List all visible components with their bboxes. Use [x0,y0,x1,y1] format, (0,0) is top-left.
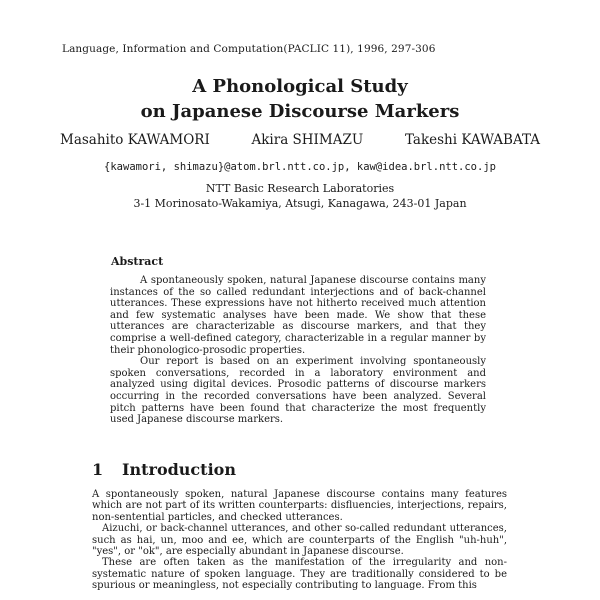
abstract-body [110,275,486,426]
section-heading [92,460,236,479]
title-line-1: A Phonological Study [192,76,408,97]
abstract-paragraph: A spontaneously spoken, natural Japanese discourse contains many instances of the so called redundant interjections and of back-channel utterances. These expressions have not hitherto received much attention and few systematic analyses have been made. We show that these utterances are characterizable as discourse markers, and that they comprise a well-defined category, characterizable in a regular manner by their phonologico-prosodic properties. [110,275,486,356]
paper-title [0,74,600,124]
author-name: Takeshi KAWABATA [404,132,540,148]
section-title: Introduction [122,460,236,479]
author-list [60,132,540,148]
abstract-heading: Abstract [111,255,164,268]
section-body [92,489,507,592]
abstract-paragraph: Our report is based on an experiment involving spontaneously spoken conversations, recorded in a laboratory environment and analyzed using digital devices. Prosodic patterns of discourse markers occurring in the recorded conversations have been analyzed. Several pitch patterns have been found that characterize the most frequently used Japanese discourse markers. [110,356,486,426]
author-name: Akira SHIMAZU [251,132,364,148]
author-name: Masahito KAWAMORI [60,132,210,148]
body-paragraph: Aizuchi, or back-channel utterances, and other so-called redundant utterances, such as hai, un, moo and ee, which are counterparts of the English "uh-huh", "yes", or "ok", are especially abundant in Japanese discourse. [92,523,507,558]
author-emails: {kawamori, shimazu}@atom.brl.ntt.co.jp, kaw@idea.brl.ntt.co.jp [104,161,496,173]
body-paragraph: These are often taken as the manifestation of the irregularity and non-systematic nature of spoken language. They are traditionally considered to be spurious or meaningless, not especially contributing to language. From this [92,557,507,592]
affiliation-name: NTT Basic Research Laboratories [205,182,395,195]
affiliation-address: 3-1 Morinosato-Wakamiya, Atsugi, Kanagawa, 243-01 Japan [133,197,467,210]
section-number: 1 [92,460,104,479]
running-head: Language, Information and Computation(PACLIC 11), 1996, 297-306 [62,43,436,55]
body-paragraph: A spontaneously spoken, natural Japanese discourse contains many features which are not part of its written counterparts: disfluencies, interjections, repairs, non-sentential particles, and checked utterances. [92,489,507,523]
title-line-2: on Japanese Discourse Markers [140,101,460,122]
